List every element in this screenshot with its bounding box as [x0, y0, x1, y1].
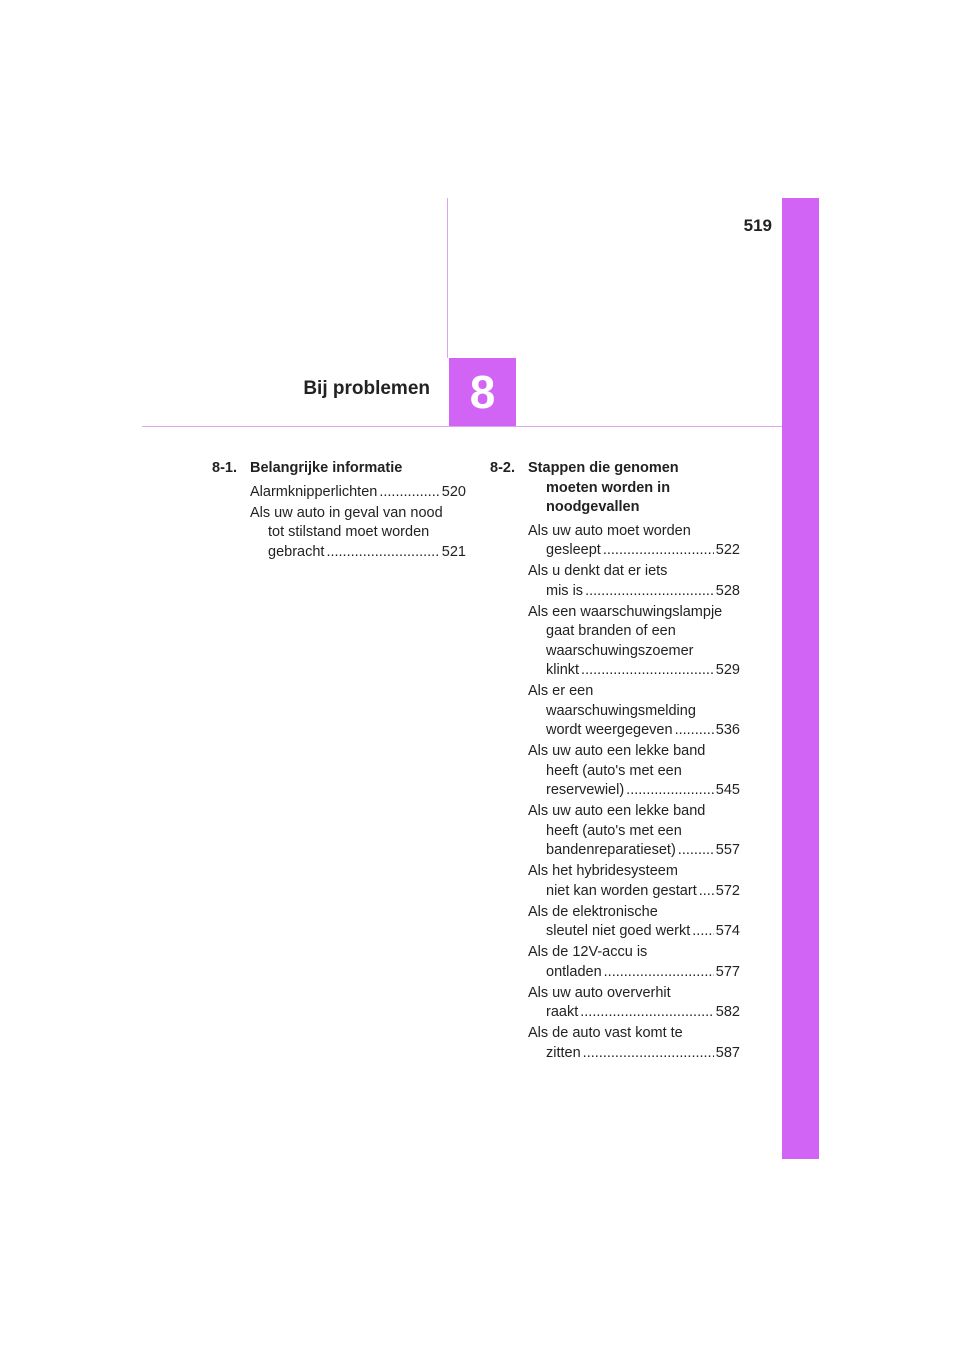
- toc-entry-line: [528, 1024, 740, 1044]
- toc-entry-link[interactable]: [528, 522, 740, 561]
- toc-entry-text: Als de elektronische: [528, 903, 658, 920]
- toc-entry-page-number: 521: [441, 543, 466, 560]
- section-title-line: Stappen die genomen: [528, 460, 679, 476]
- toc-entry-text: raakt: [546, 1004, 579, 1020]
- toc-entry-page-number: 582: [715, 1004, 740, 1020]
- toc-entry-list: [528, 522, 740, 1064]
- toc-entry-line: [528, 622, 740, 642]
- toc-entry-link[interactable]: [250, 504, 466, 563]
- toc-section-heading: [212, 459, 466, 479]
- toc-column-right: [490, 459, 740, 1065]
- toc-entry-line: [528, 642, 740, 662]
- toc-entry-text: Als het hybridesysteem: [528, 863, 678, 879]
- toc-entry-line: [250, 543, 466, 563]
- toc-entry-page-number: 572: [715, 882, 740, 899]
- toc-entry-line: [528, 841, 740, 861]
- dot-leader: [583, 1044, 714, 1064]
- toc-entry-line: [528, 762, 740, 782]
- dot-leader: [675, 721, 714, 741]
- toc-entry-text: Als uw auto oververhit: [528, 984, 671, 1001]
- chapter-number-box: [449, 358, 516, 426]
- toc-entry-link[interactable]: [528, 1024, 740, 1063]
- toc-entry-text: wordt weergegeven: [546, 722, 673, 738]
- toc-entry-line: [528, 661, 740, 681]
- toc-entry-line: [528, 721, 740, 741]
- chapter-title: Bij problemen: [303, 378, 430, 399]
- toc-entry-line: [528, 1003, 740, 1023]
- dot-leader: [604, 963, 714, 983]
- section-title-line: noodgevallen: [546, 499, 640, 515]
- toc-entry-link[interactable]: [528, 943, 740, 982]
- toc-entry-text: waarschuwingsmelding: [546, 702, 696, 719]
- toc-entry-page-number: 545: [715, 782, 740, 798]
- toc-entry-line: [528, 682, 740, 702]
- page-number: 519: [743, 216, 772, 235]
- toc-entry-line: [528, 582, 740, 602]
- toc-entry-text: Als de auto vast komt te: [528, 1025, 683, 1041]
- toc-entry-line: [250, 504, 466, 524]
- chapter-sidebar-tab: [782, 198, 819, 1159]
- section-title-line: moeten worden in: [546, 479, 671, 496]
- toc-entry-line: [528, 903, 740, 923]
- dot-leader: [603, 541, 714, 561]
- toc-entry-text: reservewiel): [546, 782, 625, 798]
- toc-entry-link[interactable]: [528, 862, 740, 901]
- dot-leader: [580, 1003, 714, 1023]
- toc-entry-link[interactable]: [528, 903, 740, 942]
- toc-entry-link[interactable]: [528, 682, 740, 741]
- section-title: [250, 459, 466, 479]
- chapter-number: 8: [469, 366, 496, 418]
- toc-entry-text: heeft (auto's met een: [546, 762, 682, 779]
- toc-entry-text: Als uw auto in geval van nood: [250, 504, 443, 521]
- toc-entry-link[interactable]: [528, 742, 740, 801]
- toc-entry-link[interactable]: [528, 562, 740, 601]
- toc-entry-line: [528, 984, 740, 1004]
- toc-entry-text: bandenreparatieset): [546, 842, 676, 858]
- toc-entry-line: [528, 562, 740, 582]
- toc-entry-text: Alarmknipperlichten: [250, 483, 378, 500]
- toc-entry-line: [528, 943, 740, 963]
- toc-entry-text: Als u denkt dat er iets: [528, 563, 668, 579]
- toc-entry-text: Als de 12V-accu is: [528, 944, 648, 960]
- toc-entry-text: ontladen: [546, 963, 602, 980]
- toc-entry-line: [250, 523, 466, 543]
- dot-leader: [379, 483, 439, 503]
- toc-entry-list: [250, 483, 466, 563]
- section-number: 8-2.: [490, 460, 515, 476]
- dot-leader: [699, 882, 714, 902]
- toc-entry-text: mis is: [546, 582, 584, 599]
- toc-section-heading: [490, 459, 740, 518]
- section-number: 8-1.: [212, 460, 237, 476]
- toc-entry-line: [528, 702, 740, 722]
- toc-entry-line: [528, 862, 740, 882]
- toc-entry-page-number: 528: [715, 582, 740, 599]
- toc-entry-line: [250, 483, 466, 503]
- dot-leader: [626, 781, 714, 801]
- toc-entry-line: [528, 1044, 740, 1064]
- toc-entry-line: [528, 522, 740, 542]
- toc-entry-line: [528, 742, 740, 762]
- section-title: [528, 459, 740, 518]
- toc-entry-text: Als er een: [528, 683, 594, 699]
- toc-column-left: [212, 459, 466, 564]
- toc-entry-line: [528, 541, 740, 561]
- toc-entry-page-number: 557: [715, 842, 740, 858]
- toc-entry-text: tot stilstand moet worden: [268, 524, 430, 540]
- toc-entry-text: zitten: [546, 1044, 581, 1061]
- toc-entry-page-number: 520: [441, 483, 466, 500]
- toc-entry-line: [528, 603, 740, 623]
- toc-entry-text: niet kan worden gestart: [546, 882, 697, 899]
- toc-entry-line: [528, 781, 740, 801]
- toc-entry-page-number: 536: [715, 722, 740, 738]
- toc-entry-text: klinkt: [546, 662, 580, 678]
- dot-leader: [692, 922, 714, 942]
- toc-entry-page-number: 522: [715, 542, 740, 558]
- toc-entry-text: Als uw auto een lekke band: [528, 743, 706, 759]
- horizontal-rule: [142, 426, 782, 427]
- dot-leader: [581, 661, 714, 681]
- dot-leader: [585, 582, 714, 602]
- toc-entry-line: [528, 963, 740, 983]
- vertical-rule: [447, 198, 448, 358]
- toc-entry-line: [528, 922, 740, 942]
- toc-entry-text: gesleept: [546, 542, 601, 558]
- toc-entry-link[interactable]: [250, 483, 466, 503]
- toc-entry-text: sleutel niet goed werkt: [546, 923, 691, 939]
- toc-entry-link[interactable]: [528, 984, 740, 1023]
- toc-entry-text: Als een waarschuwingslampje: [528, 603, 723, 620]
- toc-entry-page-number: 577: [715, 963, 740, 980]
- toc-entry-text: heeft (auto's met een: [546, 822, 682, 839]
- toc-entry-page-number: 574: [715, 923, 740, 939]
- toc-entry-line: [528, 882, 740, 902]
- toc-entry-line: [528, 802, 740, 822]
- toc-entry-text: gebracht: [268, 543, 325, 560]
- toc-entry-text: gaat branden of een: [546, 623, 676, 639]
- toc-entry-text: waarschuwingszoemer: [546, 642, 694, 659]
- toc-entry-page-number: 529: [715, 662, 740, 678]
- dot-leader: [678, 841, 714, 861]
- toc-entry-page-number: 587: [715, 1044, 740, 1061]
- toc-entry-link[interactable]: [528, 802, 740, 861]
- toc-entry-text: Als uw auto moet worden: [528, 522, 691, 539]
- section-title-line: Belangrijke informatie: [250, 460, 403, 476]
- toc-entry-text: Als uw auto een lekke band: [528, 803, 706, 819]
- toc-entry-line: [528, 822, 740, 842]
- toc-entry-link[interactable]: [528, 603, 740, 681]
- dot-leader: [326, 543, 439, 563]
